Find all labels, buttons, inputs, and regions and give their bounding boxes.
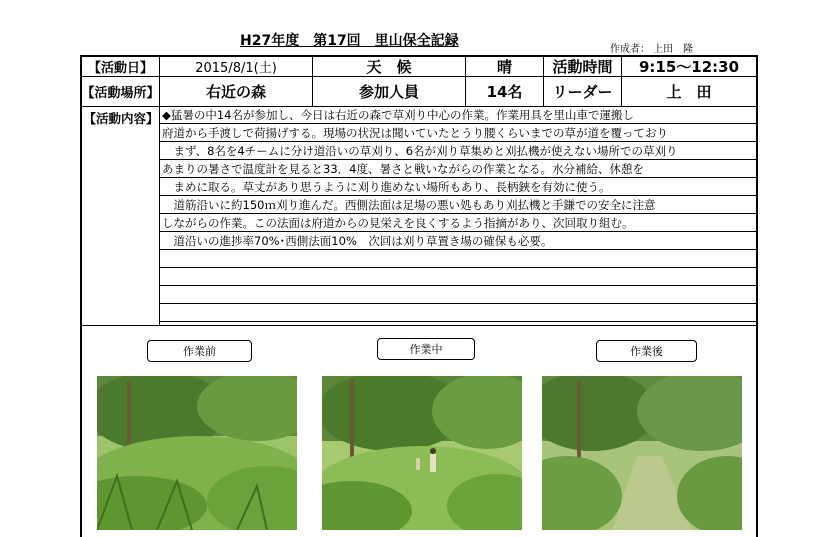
content-line: まめに取る。草丈があり思うように刈り進めない場所もあり、長柄鋏を有効に使う。 <box>160 179 756 196</box>
content-line <box>160 305 756 322</box>
leader-label: リーダー <box>544 77 622 106</box>
content-line: しながらの作業。この法面は府道からの見栄えを良くするよう指摘があり、次回取り組む。 <box>160 215 756 232</box>
place-label: 【活動場所】 <box>82 77 160 106</box>
content-label: 【活動内容】 <box>83 111 159 126</box>
info-row-1 <box>82 57 756 77</box>
time-value: 9:15～12:30 <box>638 58 740 76</box>
content-line <box>160 251 756 268</box>
content-divider <box>82 325 756 326</box>
content-lines <box>159 107 756 325</box>
time-label: 活動時間 <box>544 57 622 76</box>
weather-label: 天 候 <box>313 57 466 76</box>
leader-value: 上 田 <box>666 83 712 101</box>
date-label: 【活動日】 <box>82 57 160 76</box>
date-value: 2015/8/1(土) <box>160 57 313 76</box>
photo-during <box>322 376 522 530</box>
photo-before <box>97 376 297 530</box>
content-line: 府道から手渡しで荷揚げする。現場の状況は聞いていたとうり腰くらいまでの草が道を覆っており <box>160 125 756 142</box>
page-title: H27年度 第17回 里山保全記録 <box>240 33 459 49</box>
photo-label-during: 作業中 <box>377 338 475 360</box>
content-line <box>160 269 756 286</box>
photo-label-after: 作業後 <box>596 340 697 362</box>
record-sheet <box>80 55 758 537</box>
info-row-2 <box>82 77 756 107</box>
weather-value: 晴 <box>466 57 544 76</box>
content-line: 道筋沿いに約150ｍ刈り進んだ。西側法面は足場の悪い処もあり刈払機と手鎌での安全に注意 <box>160 197 756 214</box>
content-line: 道沿いの進捗率70%･西側法面10% 次回は刈り草置き場の確保も必要。 <box>160 233 756 250</box>
photo-after <box>542 376 742 530</box>
members-label: 参加人員 <box>313 77 466 106</box>
members-value: 14名 <box>466 77 544 106</box>
author-text: 作成者： 上田 隆 <box>610 44 694 55</box>
content-line <box>160 287 756 304</box>
content-line: ◆猛暑の中14名が参加し、今日は右近の森で草刈り中心の作業。作業用具を里山車で運搬し <box>160 107 756 124</box>
photo-label-before: 作業前 <box>147 340 252 362</box>
place-value: 右近の森 <box>160 77 313 106</box>
content-line: あまりの暑さで温度計を見ると33．4度、暑さと戦いながらの作業となる。水分補給、休憩を <box>160 161 756 178</box>
content-line: まず、8名を4チームに分け道沿いの草刈り、6名が刈り草集めと刈払機が使えない場所での草刈り <box>160 143 756 160</box>
